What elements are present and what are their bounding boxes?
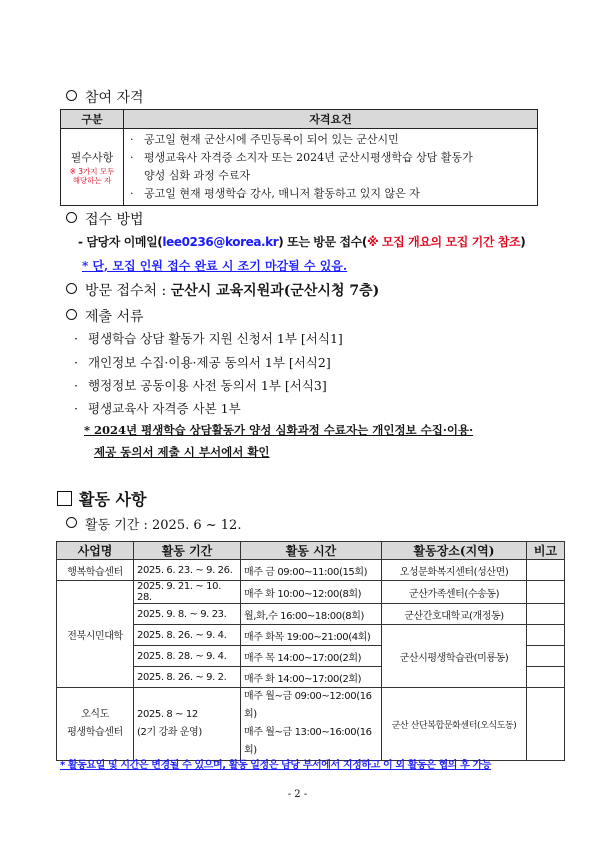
table-row [57, 604, 565, 625]
reception-line: - 담당자 이메일(lee0236@korea.kr) 또는 방문 접수(※ 모집 개요의 모집 기간 참조) [78, 235, 526, 249]
circle-bullet-icon [66, 283, 77, 294]
period-cell: 2025. 8. 26. ~ 9. 2. [134, 667, 241, 688]
col-period-header: 활동 기간 [134, 542, 241, 560]
category-cell [61, 129, 124, 206]
time-cell: 매주 화 14:00~17:00(2회) [241, 667, 382, 688]
document-item: · 평생교육사 자격증 사본 1부 [74, 401, 241, 416]
category-label: 필수사항 [70, 151, 114, 164]
documents-note-line2: 제공 동의서 제출 시 부서에서 확인 [94, 445, 270, 459]
col-place-header: 활동장소(지역) [382, 542, 527, 560]
col-time-header: 활동 시간 [241, 542, 382, 560]
visit-heading: 방문 접수처 : 군산시 교육지원과(군산시청 7층) [66, 280, 379, 300]
note-cell [527, 560, 565, 581]
place-cell: 오성문화복지센터(성산면) [382, 560, 527, 581]
org-cell: 행복학습센터 [57, 560, 134, 581]
table-row [57, 688, 565, 761]
documents-heading: 제출 서류 [66, 306, 144, 326]
time-cell: 월,화,수 16:00~18:00(8회) [241, 604, 382, 625]
col-org-header: 사업명 [57, 542, 134, 560]
table-row [57, 560, 565, 581]
eligibility-heading: 참여 자격 [66, 87, 144, 107]
place-cell: 군산가족센터(수송동) [382, 581, 527, 604]
square-bullet-icon [57, 491, 72, 506]
col-requirements-header: 자격요건 [124, 110, 538, 129]
requirement-item-cont: 양성 심화 과정 수료자 [144, 169, 251, 182]
time-cell: 매주 목 14:00~17:00(2회) [241, 646, 382, 667]
period-cell: 2025. 8. 26. ~ 9. 4. [134, 625, 241, 646]
place-cell: 군산시평생학습관(미룡동) [382, 625, 527, 688]
circle-bullet-icon [66, 517, 77, 528]
time-cell: 매주 월~금 09:00~12:00(16회) 매주 월~금 13:00~16:00(16회) [241, 688, 382, 761]
activities-heading: 활동 사항 [57, 487, 146, 510]
reception-note: * 단, 모집 인원 접수 완료 시 조기 마감될 수 있음. [82, 259, 348, 273]
note-cell [527, 646, 565, 667]
note-cell [527, 581, 565, 604]
period-cell: 2025. 8. 28. ~ 9. 4. [134, 646, 241, 667]
visit-value: 군산시 교육지원과(군산시청 7층) [170, 283, 380, 299]
place-cell: 군산간호대학교(개정동) [382, 604, 527, 625]
requirement-item: · 공고일 현재 평생학습 강사, 매니저 활동하고 있지 않은 자 [130, 187, 420, 200]
requirement-item: · 평생교육사 자격증 소지자 또는 2024년 군산시평생학습 상담 활동가 [130, 151, 473, 164]
document-item: · 평생학습 상담 활동가 지원 신청서 1부 [서식1] [74, 331, 343, 346]
place-cell: 군산 산단복합문화센터(오식도동) [382, 688, 527, 761]
circle-bullet-icon [66, 212, 77, 223]
time-cell: 매주 금 09:00~11:00(15회) [241, 560, 382, 581]
activity-period: 활동 기간 : 2025. 6 ~ 12. [66, 514, 241, 533]
period-cell: 2025. 8 ~ 12 (2기 강좌 운영) [134, 688, 241, 761]
org-cell: 오식도 평생학습센터 [57, 688, 134, 761]
page-number: - 2 - [287, 789, 308, 800]
note-cell [527, 667, 565, 688]
category-note: ※ 3가지 모두 해당하는 자 [69, 167, 115, 185]
table-row [57, 625, 565, 646]
col-category-header: 구분 [61, 110, 124, 129]
note-cell [527, 688, 565, 761]
reception-heading: 접수 방법 [66, 209, 144, 229]
col-note-header: 비고 [527, 542, 565, 560]
circle-bullet-icon [66, 309, 77, 320]
org-cell: 전북시민대학 [57, 581, 134, 688]
time-cell: 매주 화 10:00~12:00(8회) [241, 581, 382, 604]
documents-note-line1: * 2024년 평생학습 상담활동가 양성 심화과정 수료자는 개인정보 수집·이용· [84, 423, 474, 437]
table-row [57, 581, 565, 604]
note-cell [527, 625, 565, 646]
period-cell: 2025. 9. 8. ~ 9. 23. [134, 604, 241, 625]
eligibility-table [60, 109, 538, 206]
activities-table [56, 541, 565, 761]
email-link[interactable]: lee0236@korea.kr [162, 235, 279, 249]
time-cell: 매주 화목 19:00~21:00(4회) [241, 625, 382, 646]
requirement-item: · 공고일 현재 군산시에 주민등록이 되어 있는 군산시민 [130, 133, 399, 146]
circle-bullet-icon [66, 90, 77, 101]
requirements-cell [124, 129, 538, 206]
activities-footnote: * 활동요일 및 시간은 변경될 수 있으며, 활동 일정은 담당 부서에서 지정하고 이 외 활동은 협의 후 가능 [60, 760, 492, 771]
document-item: · 행정정보 공동이용 사전 동의서 1부 [서식3] [74, 378, 327, 393]
note-cell [527, 604, 565, 625]
period-cell: 2025. 9. 21. ~ 10. 28. [134, 581, 241, 604]
period-cell: 2025. 6. 23. ~ 9. 26. [134, 560, 241, 581]
document-item: · 개인정보 수집·이용·제공 동의서 1부 [서식2] [74, 355, 331, 370]
